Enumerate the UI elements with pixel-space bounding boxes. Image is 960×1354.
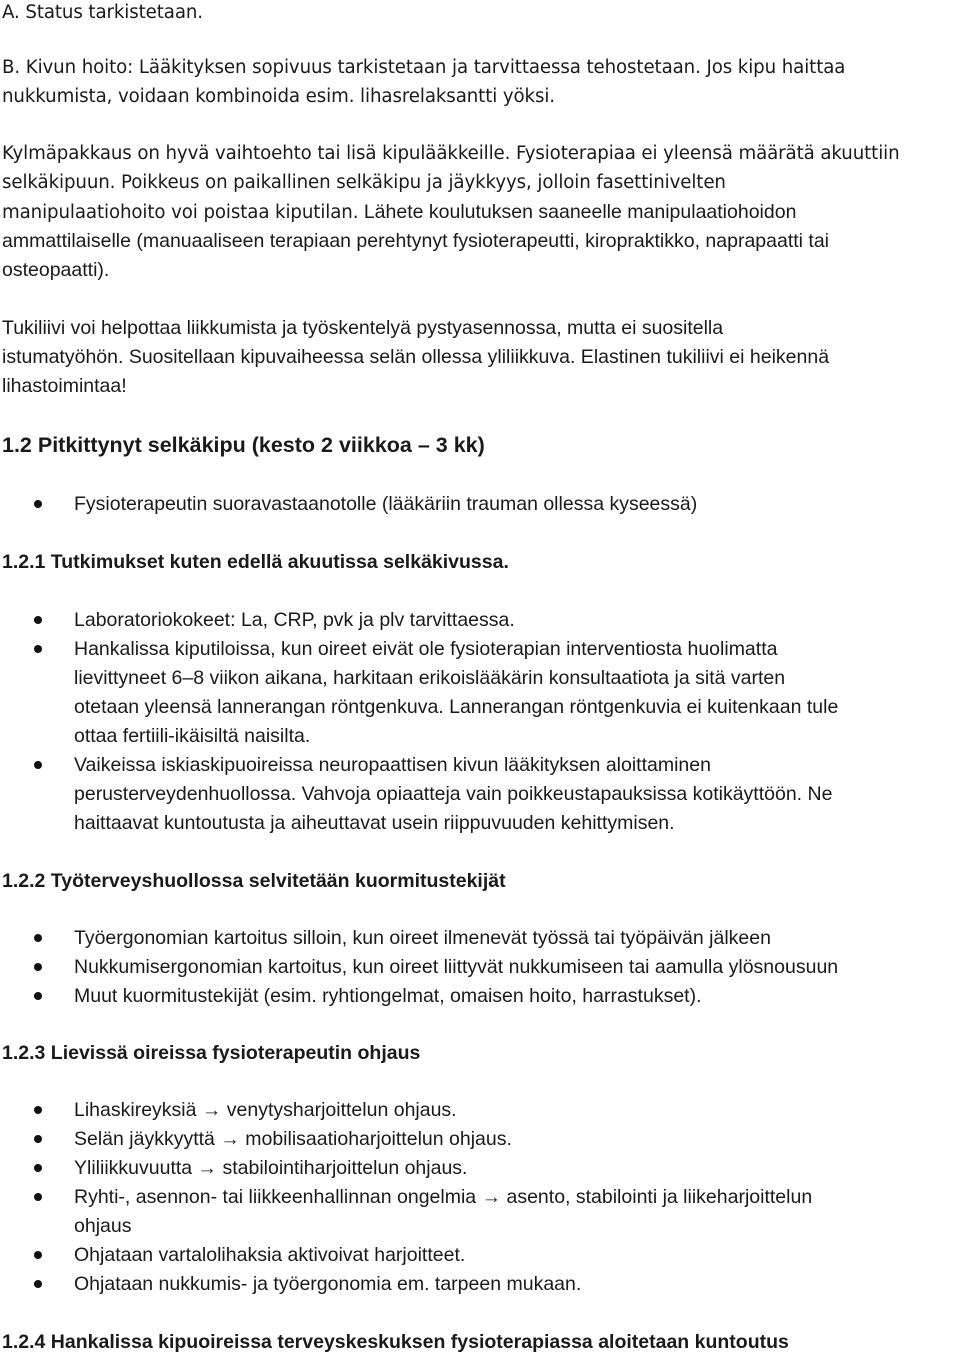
heading-1-2-2: 1.2.2 Työterveyshuollossa selvitetään kuormitustekijät [2,870,506,892]
list-item-line: lievittyneet 6–8 viikon aikana, harkitaan erikoislääkärin konsultaatiota ja sitä varten [74,667,786,689]
bullet-dot [34,1164,42,1172]
bullet-dot [34,1280,42,1288]
list-item-line: perusterveydenhuollossa. Vahvoja opiaatteja vain poikkeustapauksissa kotikäyttöön. Ne [74,783,833,805]
heading-1-2-3: 1.2.3 Lievissä oireissa fysioterapeutin ohjaus [2,1042,421,1064]
list-item-line: otetaan yleensä lannerangan röntgenkuva. Lannerangan röntgenkuvia ei kuitenkaan tule [74,696,839,718]
bullet-dot [34,761,42,769]
list-item-line: Hankalissa kiputiloissa, kun oireet eivät ole fysioterapian interventiosta huolimatta [74,638,778,660]
paragraph-cold-pack-line-3a: manipulaatiohoito voi poistaa kiputilan. [2,202,359,223]
paragraph-cold-pack-line-3b: Lähete koulutuksen saaneelle manipulaatiohoidon [363,201,797,223]
list-item-line: haittaavat kuntoutusta ja aiheuttavat usein riippuvuuden kehittymisen. [74,812,675,834]
paragraph-cold-pack-line-1: Kylmäpakkaus on hyvä vaihtoehto tai lisä kipulääkkeille. Fysioterapiaa ei yleensä määrätä akuuttiin [2,143,900,164]
bullet-dot [34,934,42,942]
bullet-dot [34,1251,42,1259]
heading-1-2: 1.2 Pitkittynyt selkäkipu (kesto 2 viikkoa – 3 kk) [2,433,485,457]
list-item: Lihaskireyksiä → venytysharjoittelun ohjaus. [74,1099,457,1121]
paragraph-cold-pack-line-4: ammattilaiselle (manuaaliseen terapiaan perehtynyt fysioterapeutti, kiropraktikko, naprapaatti tai [2,230,830,252]
bullet-dot [34,1193,42,1201]
list-item: Työergonomian kartoitus silloin, kun oireet ilmenevät työssä tai työpäivän jälkeen [74,927,771,949]
bullet-dot [34,500,42,508]
list-item: Laboratoriokokeet: La, CRP, pvk ja plv tarvittaessa. [74,609,515,631]
heading-1-2-1: 1.2.1 Tutkimukset kuten edellä akuutissa selkäkivussa. [2,551,509,573]
list-item: Nukkumisergonomian kartoitus, kun oireet liittyvät nukkumiseen tai aamulla ylösnousuun [74,956,839,978]
list-item: Ohjataan nukkumis- ja työergonomia em. tarpeen mukaan. [74,1273,582,1295]
bullet-dot [34,963,42,971]
pain-treatment-line-2: nukkumista, voidaan kombinoida esim. lihasrelaksantti yöksi. [2,86,555,107]
list-item-line: Vaikeissa iskiaskipuoireissa neuropaattisen kivun lääkityksen aloittaminen [74,754,711,776]
heading-1-2-4: 1.2.4 Hankalissa kipuoireissa terveyskeskuksen fysioterapiassa aloitetaan kuntoutus [2,1331,789,1353]
bullet-dot [34,645,42,653]
bullet-dot [34,992,42,1000]
bullet-dot [34,1135,42,1143]
list-item: Yliliikkuvuutta → stabilointiharjoittelun ohjaus. [74,1157,468,1179]
status-line: A. Status tarkistetaan. [2,2,203,23]
pain-treatment-line-1: B. Kivun hoito: Lääkityksen sopivuus tarkistetaan ja tarvittaessa tehostetaan. Jos kipu haittaa [2,57,846,78]
bullet-dot [34,616,42,624]
bullet-dot [34,1106,42,1114]
list-item: Ohjataan vartalolihaksia aktivoivat harjoitteet. [74,1244,466,1266]
paragraph-cold-pack-line-3 [2,200,796,225]
list-item-line: Ryhti-, asennon- tai liikkeenhallinnan ongelmia → asento, stabilointi ja liikeharjoittelun [74,1186,813,1208]
list-item-line: ohjaus [74,1215,132,1237]
list-item: Selän jäykkyyttä → mobilisaatioharjoittelun ohjaus. [74,1128,512,1150]
list-item-line: ottaa fertiili-ikäisiltä naisilta. [74,725,311,747]
list-item: Muut kuormitustekijät (esim. ryhtiongelmat, omaisen hoito, harrastukset). [74,985,702,1007]
list-item: Fysioterapeutin suoravastaanotolle (lääkäriin trauman ollessa kyseessä) [74,493,698,515]
paragraph-cold-pack-line-2: selkäkipuun. Poikkeus on paikallinen selkäkipu ja jäykkyys, jolloin fasettinivelten [2,172,726,193]
paragraph-support-line-1: Tukiliivi voi helpottaa liikkumista ja työskentelyä pystyasennossa, mutta ei suositella [2,317,724,339]
paragraph-support-line-3: lihastoimintaa! [2,375,127,397]
paragraph-support-line-2: istumatyöhön. Suositellaan kipuvaiheessa selän ollessa yliliikkuva. Elastinen tukiliivi ei heikennä [2,346,830,368]
paragraph-cold-pack-line-5: osteopaatti). [2,259,110,281]
